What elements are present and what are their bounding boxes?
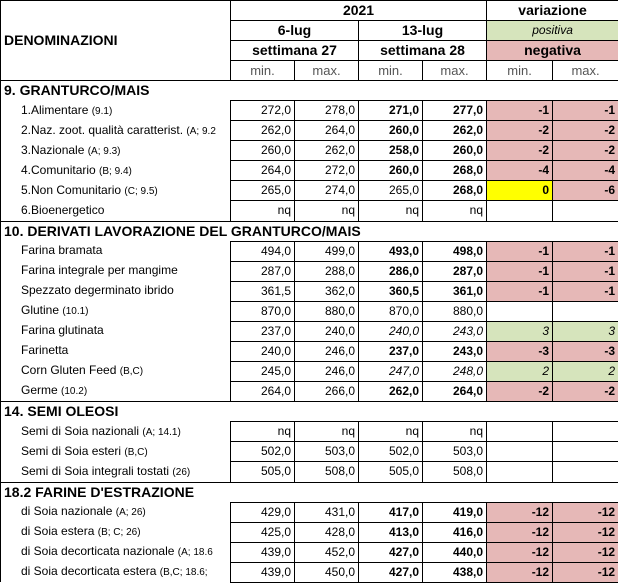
table-row (1, 321, 618, 341)
price-cell: 240,0 (359, 321, 423, 341)
row-label-text: di Soia estera (21, 524, 94, 538)
row-label-note: (A; 14.1) (142, 427, 180, 438)
price-cell: 427,0 (359, 542, 423, 562)
price-cell: 262,0 (295, 141, 359, 161)
price-cell: 503,0 (295, 442, 359, 462)
price-cell: 508,0 (295, 462, 359, 483)
max-header: max. (295, 61, 359, 81)
min-header: min. (231, 61, 295, 81)
price-cell: 237,0 (359, 341, 423, 361)
price-cell: 450,0 (295, 562, 359, 582)
table-row (1, 281, 618, 301)
price-cell: 870,0 (359, 301, 423, 321)
table-row (1, 181, 618, 201)
table-row (1, 261, 618, 281)
price-cell: 277,0 (423, 101, 487, 121)
variation-cell: -1 (553, 261, 618, 281)
price-cell: 287,0 (231, 261, 295, 281)
price-cell: 240,0 (295, 321, 359, 341)
section-title: 14. SEMI OLEOSI (1, 402, 618, 422)
price-cell: 429,0 (231, 502, 295, 522)
variation-cell: -1 (487, 241, 553, 261)
price-cell: 272,0 (295, 161, 359, 181)
price-cell: 260,0 (423, 141, 487, 161)
variation-cell: -2 (487, 381, 553, 402)
variation-cell: -1 (487, 101, 553, 121)
price-cell: 266,0 (295, 381, 359, 402)
table-row (1, 522, 618, 542)
price-cell: 870,0 (231, 301, 295, 321)
row-label-text: 5.Non Comunitario (21, 183, 121, 197)
price-cell: 260,0 (359, 121, 423, 141)
variation-cell (553, 201, 618, 222)
row-label-text: Semi di Soia nazionali (21, 424, 139, 438)
table-row (1, 542, 618, 562)
price-cell: 246,0 (295, 361, 359, 381)
section-title: 9. GRANTURCO/MAIS (1, 81, 618, 101)
table-row (1, 141, 618, 161)
price-cell: 425,0 (231, 522, 295, 542)
table-row (1, 562, 618, 582)
price-cell: 438,0 (423, 562, 487, 582)
row-label-text: di Soia decorticata estera (21, 564, 156, 578)
price-cell: 427,0 (359, 562, 423, 582)
variation-cell: -1 (553, 101, 618, 121)
row-label-text: Spezzato degerminato ibrido (21, 283, 174, 297)
row-label-text: Semi di Soia esteri (21, 444, 121, 458)
table-row (1, 462, 618, 483)
positiva-legend: positiva (487, 21, 618, 41)
variation-cell: -4 (553, 161, 618, 181)
row-label-note: (9.1) (92, 106, 113, 117)
variation-cell: 3 (487, 321, 553, 341)
price-cell: 260,0 (231, 141, 295, 161)
price-cell: 502,0 (231, 442, 295, 462)
price-cell: 498,0 (423, 241, 487, 261)
price-cell: 499,0 (295, 241, 359, 261)
variation-cell: 2 (553, 361, 618, 381)
table-row (1, 301, 618, 321)
row-label-note: (B,C) (124, 447, 147, 458)
row-label (1, 502, 231, 522)
price-cell: 288,0 (295, 261, 359, 281)
variation-cell: -4 (487, 161, 553, 181)
price-cell: 416,0 (423, 522, 487, 542)
row-label (1, 422, 231, 442)
row-label-text: Germe (21, 383, 58, 397)
price-cell: 247,0 (359, 361, 423, 381)
row-label-note: (10.1) (62, 306, 88, 317)
row-label (1, 562, 231, 582)
price-cell: 264,0 (231, 161, 295, 181)
price-cell: 286,0 (359, 261, 423, 281)
price-cell: 431,0 (295, 502, 359, 522)
date2-header: 13-lug (359, 21, 487, 41)
price-cell: 493,0 (359, 241, 423, 261)
variation-cell: -12 (487, 522, 553, 542)
row-label-text: 4.Comunitario (21, 163, 96, 177)
table-row (1, 442, 618, 462)
price-cell: 264,0 (231, 381, 295, 402)
price-cell: 278,0 (295, 101, 359, 121)
row-label-text: di Soia decorticata nazionale (21, 544, 174, 558)
variation-cell: -1 (487, 261, 553, 281)
price-cell: 265,0 (231, 181, 295, 201)
row-label (1, 121, 231, 141)
variation-cell: -12 (487, 562, 553, 582)
variation-cell: -6 (553, 181, 618, 201)
section-title: 10. DERIVATI LAVORAZIONE DEL GRANTURCO/MAIS (1, 221, 618, 241)
variation-cell: -12 (487, 502, 553, 522)
price-cell: 265,0 (359, 181, 423, 201)
variation-cell: -12 (553, 542, 618, 562)
price-cell: 505,0 (359, 462, 423, 483)
price-cell: 248,0 (423, 361, 487, 381)
variazione-header: variazione (487, 1, 618, 21)
price-cell: 428,0 (295, 522, 359, 542)
section-title: 18.2 FARINE D'ESTRAZIONE (1, 482, 618, 502)
row-label (1, 361, 231, 381)
price-cell: nq (231, 422, 295, 442)
price-cell: 240,0 (231, 341, 295, 361)
variation-cell: -2 (553, 381, 618, 402)
variation-cell (487, 301, 553, 321)
row-label-text: Farina bramata (21, 243, 102, 257)
price-cell: 246,0 (295, 341, 359, 361)
date1-header: 6-lug (231, 21, 359, 41)
max-header: max. (423, 61, 487, 81)
price-cell: 440,0 (423, 542, 487, 562)
row-label (1, 542, 231, 562)
variation-cell: -2 (487, 121, 553, 141)
table-row (1, 201, 618, 222)
price-cell: 260,0 (359, 161, 423, 181)
row-label-note: (B; C; 26) (98, 527, 141, 538)
variation-cell: -2 (553, 141, 618, 161)
row-label (1, 341, 231, 361)
price-cell: 503,0 (423, 442, 487, 462)
price-cell: nq (423, 422, 487, 442)
variation-cell (487, 462, 553, 483)
price-cell: nq (231, 201, 295, 222)
variation-cell: -12 (553, 562, 618, 582)
row-label-text: 3.Nazionale (21, 143, 84, 157)
row-label (1, 141, 231, 161)
row-label-text: Farina glutinata (21, 323, 104, 337)
price-cell: 880,0 (423, 301, 487, 321)
variation-cell (487, 422, 553, 442)
week1-header: settimana 27 (231, 41, 359, 61)
row-label-note: (A; 9.2 (186, 126, 215, 137)
price-cell: 505,0 (231, 462, 295, 483)
price-cell: 243,0 (423, 341, 487, 361)
price-cell: 439,0 (231, 542, 295, 562)
row-label-note: (B; 9.4) (99, 166, 132, 177)
row-label-text: Farinetta (21, 343, 68, 357)
price-cell: 502,0 (359, 442, 423, 462)
price-cell: 274,0 (295, 181, 359, 201)
variation-cell (553, 422, 618, 442)
variation-cell: -12 (553, 522, 618, 542)
variation-cell: 0 (487, 181, 553, 201)
table-row (1, 381, 618, 402)
row-label (1, 321, 231, 341)
row-label-note: (C; 9.5) (124, 186, 157, 197)
row-label-text: 1.Alimentare (21, 103, 88, 117)
price-cell: 268,0 (423, 181, 487, 201)
price-cell: 272,0 (231, 101, 295, 121)
price-cell: 439,0 (231, 562, 295, 582)
row-label (1, 261, 231, 281)
min-header: min. (359, 61, 423, 81)
price-cell: 264,0 (295, 121, 359, 141)
row-label-text: Semi di Soia integrali tostati (21, 464, 169, 478)
row-label-text: 2.Naz. zoot. qualità caratterist. (21, 123, 183, 137)
variation-cell: -2 (553, 121, 618, 141)
row-label (1, 201, 231, 222)
row-label-note: (B,C) (120, 366, 143, 377)
table-row (1, 341, 618, 361)
table-row (1, 422, 618, 442)
variation-cell: -3 (487, 341, 553, 361)
row-label (1, 101, 231, 121)
denominazioni-header: DENOMINAZIONI (1, 1, 231, 81)
row-label (1, 241, 231, 261)
table-row (1, 121, 618, 141)
price-cell: 262,0 (231, 121, 295, 141)
price-cell: 262,0 (359, 381, 423, 402)
price-cell: 361,5 (231, 281, 295, 301)
row-label-text: Corn Gluten Feed (21, 363, 116, 377)
price-cell: 264,0 (423, 381, 487, 402)
price-cell: nq (295, 201, 359, 222)
row-label (1, 181, 231, 201)
variation-cell: 3 (553, 321, 618, 341)
table-row (1, 241, 618, 261)
row-label (1, 522, 231, 542)
price-cell: 271,0 (359, 101, 423, 121)
price-cell: nq (295, 422, 359, 442)
row-label-note: (B,C; 18.6; (160, 567, 208, 578)
row-label-text: di Soia nazionale (21, 504, 112, 518)
variation-cell: -1 (553, 241, 618, 261)
variation-cell: -3 (553, 341, 618, 361)
price-cell: nq (423, 201, 487, 222)
price-cell: 287,0 (423, 261, 487, 281)
price-cell: 419,0 (423, 502, 487, 522)
price-cell: nq (359, 422, 423, 442)
price-cell: 362,0 (295, 281, 359, 301)
row-label-text: Farina integrale per mangime (21, 263, 178, 277)
price-cell: 417,0 (359, 502, 423, 522)
variation-cell (553, 301, 618, 321)
price-cell: 243,0 (423, 321, 487, 341)
price-cell: nq (359, 201, 423, 222)
price-cell: 361,0 (423, 281, 487, 301)
row-label-note: (A; 18.6 (178, 547, 213, 558)
max-header: max. (553, 61, 618, 81)
price-cell: 494,0 (231, 241, 295, 261)
price-cell: 508,0 (423, 462, 487, 483)
variation-cell: 2 (487, 361, 553, 381)
variation-cell: -1 (553, 281, 618, 301)
variation-cell (553, 462, 618, 483)
row-label (1, 301, 231, 321)
price-cell: 262,0 (423, 121, 487, 141)
price-cell: 245,0 (231, 361, 295, 381)
price-cell: 413,0 (359, 522, 423, 542)
row-label-text: Glutine (21, 303, 59, 317)
row-label-note: (26) (172, 467, 190, 478)
price-cell: 452,0 (295, 542, 359, 562)
price-cell: 258,0 (359, 141, 423, 161)
price-cell: 360,5 (359, 281, 423, 301)
variation-cell (553, 442, 618, 462)
row-label-text: 6.Bioenergetico (21, 203, 104, 217)
variation-cell: -2 (487, 141, 553, 161)
row-label (1, 381, 231, 402)
table-row (1, 101, 618, 121)
variation-cell: -1 (487, 281, 553, 301)
table-row (1, 361, 618, 381)
row-label-note: (A; 26) (116, 507, 146, 518)
variation-cell: -12 (487, 542, 553, 562)
week2-header: settimana 28 (359, 41, 487, 61)
row-label (1, 442, 231, 462)
year-header: 2021 (231, 1, 487, 21)
variation-cell (487, 442, 553, 462)
table-row (1, 161, 618, 181)
row-label-note: (10.2) (61, 386, 87, 397)
row-label (1, 281, 231, 301)
row-label (1, 462, 231, 483)
row-label (1, 161, 231, 181)
min-header: min. (487, 61, 553, 81)
table-row (1, 502, 618, 522)
variation-cell: -12 (553, 502, 618, 522)
price-cell: 880,0 (295, 301, 359, 321)
price-cell: 268,0 (423, 161, 487, 181)
price-cell: 237,0 (231, 321, 295, 341)
row-label-note: (A; 9.3) (88, 146, 121, 157)
negativa-legend: negativa (487, 41, 618, 61)
variation-cell (487, 201, 553, 222)
